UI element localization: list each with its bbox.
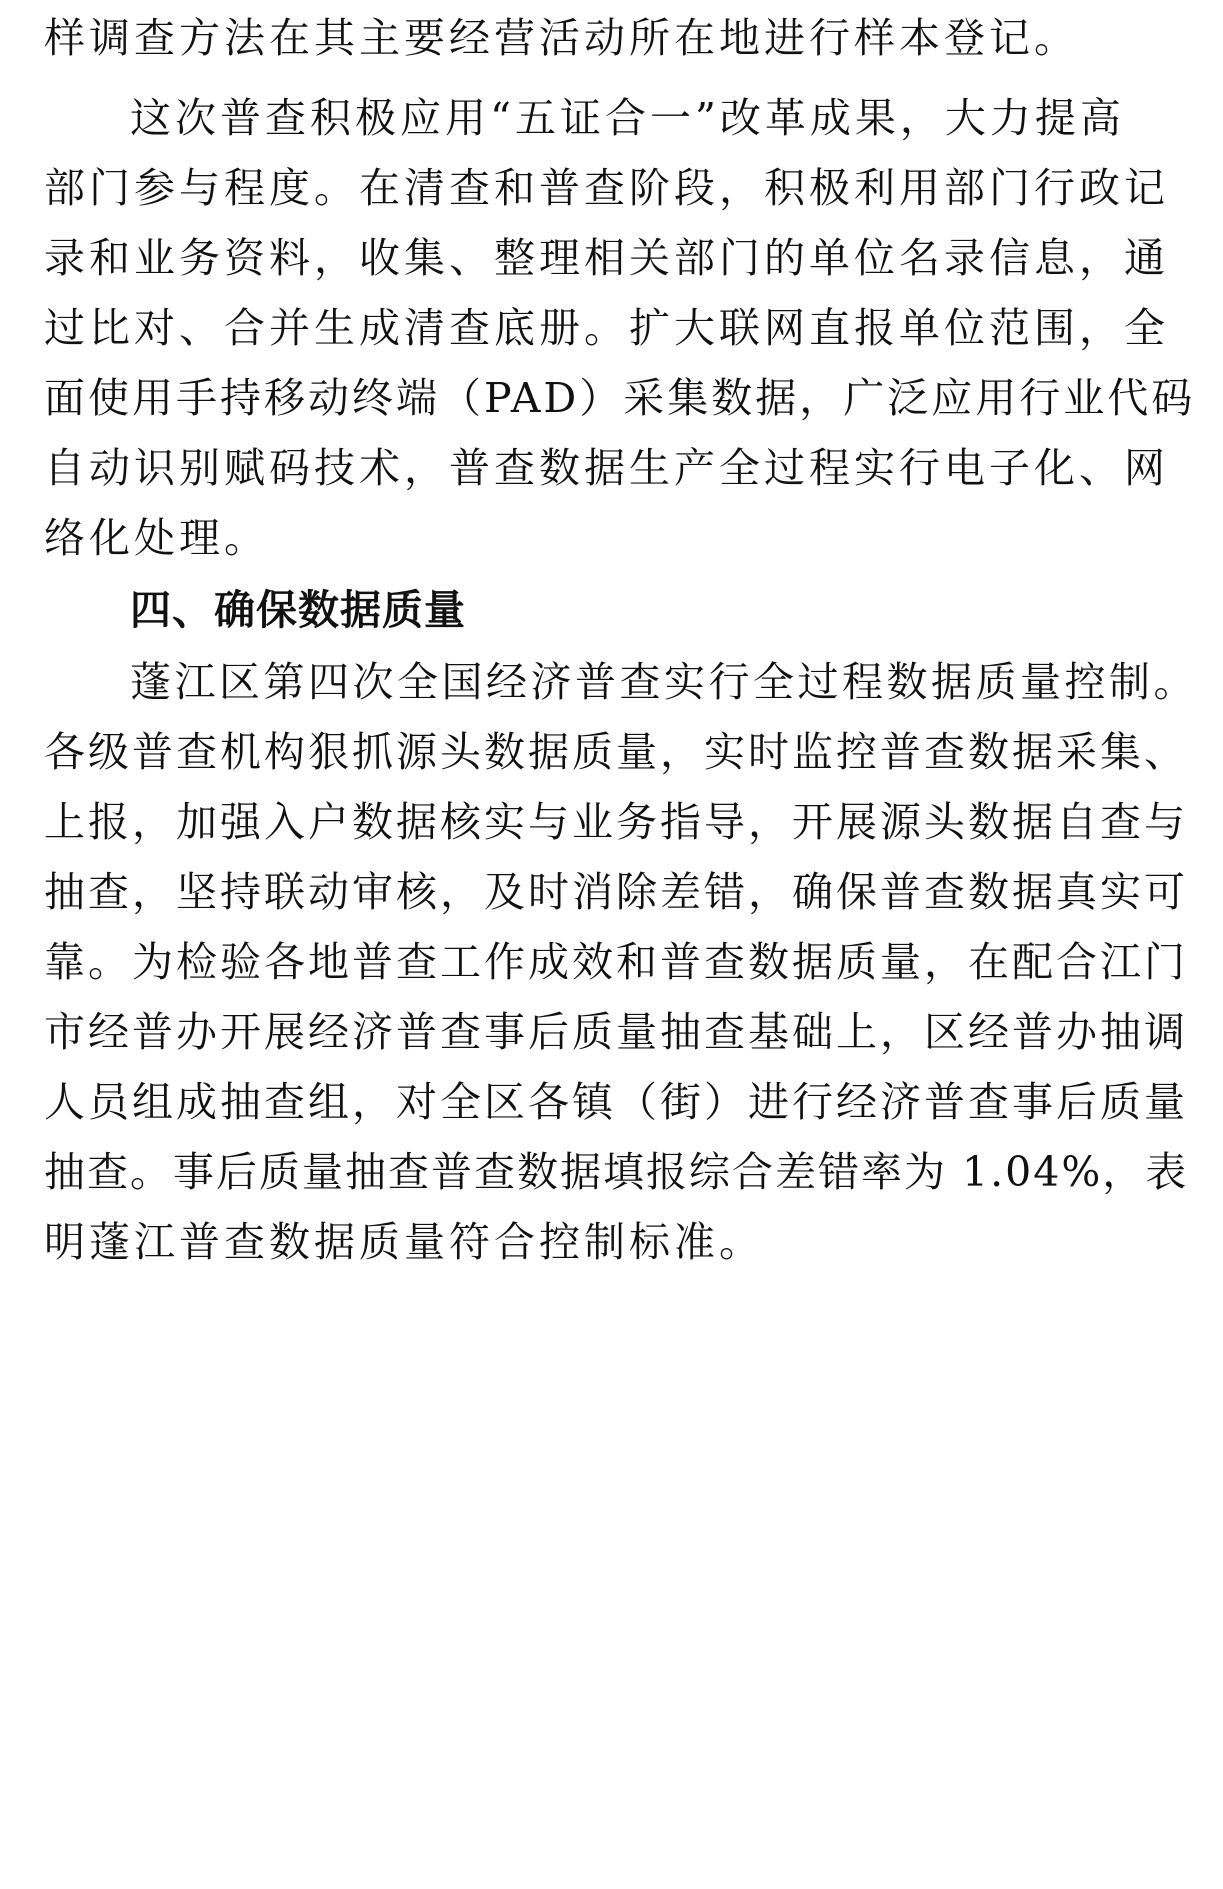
paragraph-line: 靠。为检验各地普查工作成效和普查数据质量，在配合江门 (44, 938, 1188, 986)
paragraph-line: 络化处理。 (44, 514, 269, 562)
paragraph-line: 这次普查积极应用“五证合一”改革成果，大力提高 (130, 94, 1125, 142)
paragraph-line: 抽查。事后质量抽查普查数据填报综合差错率为 1.04%，表 (44, 1148, 1189, 1196)
paragraph-line: 录和业务资料，收集、整理相关部门的单位名录信息，通 (44, 234, 1169, 282)
paragraph-line: 上报，加强入户数据核实与业务指导，开展源头数据自查与 (44, 798, 1188, 846)
paragraph-line: 市经普办开展经济普查事后质量抽查基础上，区经普办抽调 (44, 1008, 1188, 1056)
paragraph-line: 各级普查机构狠抓源头数据质量，实时监控普查数据采集、 (44, 728, 1188, 776)
paragraph-line: 部门参与程度。在清查和普查阶段，积极利用部门行政记 (44, 164, 1169, 212)
section-heading: 四、确保数据质量 (130, 586, 466, 634)
paragraph-line: 过比对、合并生成清查底册。扩大联网直报单位范围，全 (44, 304, 1169, 352)
paragraph-line: 面使用手持移动终端（PAD）采集数据，广泛应用行业代码 (44, 374, 1196, 422)
paragraph-line: 样调查方法在其主要经营活动所在地进行样本登记。 (44, 14, 1079, 62)
paragraph-line: 抽查，坚持联动审核，及时消除差错，确保普查数据真实可 (44, 868, 1188, 916)
paragraph-line: 蓬江区第四次全国经济普查实行全过程数据质量控制。 (130, 658, 1198, 706)
paragraph-line: 自动识别赋码技术，普查数据生产全过程实行电子化、网 (44, 444, 1169, 492)
paragraph-line: 明蓬江普查数据质量符合控制标准。 (44, 1218, 764, 1266)
paragraph-line: 人员组成抽查组，对全区各镇（街）进行经济普查事后质量 (44, 1078, 1188, 1126)
